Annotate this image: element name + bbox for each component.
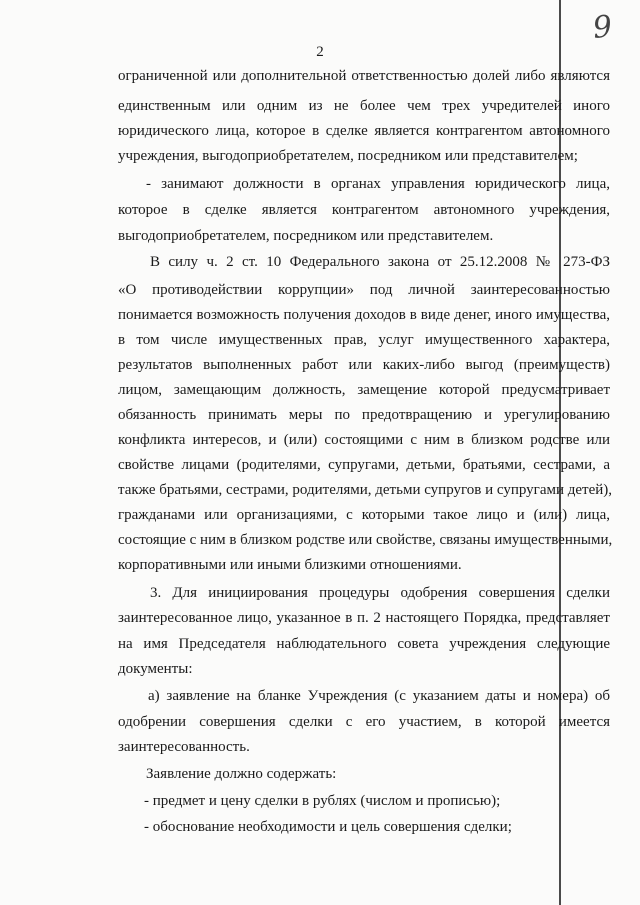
text-line: - обоснование необходимости и цель совершения сделки; [144, 819, 512, 835]
text-line: - предмет и цену сделки в рублях (числом и прописью); [144, 793, 501, 809]
text-line: также братьями, сестрами, родителями, детьми супругов и супругами детей), [118, 482, 613, 498]
text-line: обязанность принимать меры по предотвращению и урегулированию [118, 407, 610, 423]
text-line: лицом, замещающим должность, замещение которой предусматривает [118, 382, 610, 398]
text-line: 3. Для инициирования процедуры одобрения совершения сделки [150, 585, 610, 601]
text-line: гражданами или организациями, с которыми такое лицо и (или) лица, [118, 507, 610, 523]
text-line: состоящие с ним в близком родстве или свойстве, связаны имущественными, [118, 532, 613, 548]
text-line: а) заявление на бланке Учреждения (с указанием даты и номера) об [148, 688, 610, 704]
handwritten-page-number: 9 [591, 9, 614, 46]
text-line: свойстве лицами (родителями, супругами, детьми, братьями, сестрами, а [118, 457, 610, 473]
text-line: юридического лица, которое в сделке является контрагентом автономного [118, 123, 610, 139]
text-line: конфликта интересов, и (или) состоящими с ним в близком родстве или [118, 432, 610, 448]
text-line: учреждения, выгодоприобретателем, посредником или представителем; [118, 148, 578, 164]
text-line: результатов выполненных работ или каких-либо выгод (преимуществ) [118, 357, 610, 373]
text-line: одобрении совершения сделки с его участием, в которой имеется [118, 714, 610, 730]
text-line: на имя Председателя наблюдательного совета учреждения следующие [118, 636, 610, 652]
text-line: понимается возможность получения доходов в виде денег, иного имущества, [118, 307, 610, 323]
text-line: корпоративными или иными близкими отношениями. [118, 557, 462, 573]
text-line: «О противодействии коррупции» под личной заинтересованностью [118, 282, 610, 298]
text-line: выгодоприобретателем, посредником или представителем. [118, 228, 494, 244]
text-line: документы: [118, 661, 193, 677]
text-line: - занимают должности в органах управления юридического лица, [146, 176, 610, 192]
text-line: Заявление должно содержать: [146, 766, 337, 782]
text-line: ограниченной или дополнительной ответственностью долей либо являются [118, 68, 610, 84]
text-line: заинтересованность. [118, 739, 250, 755]
text-line: единственным или одним из не более чем трех учредителей иного [118, 98, 610, 114]
page-number: 2 [316, 44, 324, 60]
text-line: которое в сделке является контрагентом автономного учреждения, [118, 202, 610, 218]
text-line: заинтересованное лицо, указанное в п. 2 настоящего Порядка, представляет [118, 610, 610, 626]
text-line: В силу ч. 2 ст. 10 Федерального закона от 25.12.2008 № 273-ФЗ [150, 254, 610, 270]
text-line: в том числе имущественных прав, услуг имущественного характера, [118, 332, 610, 348]
